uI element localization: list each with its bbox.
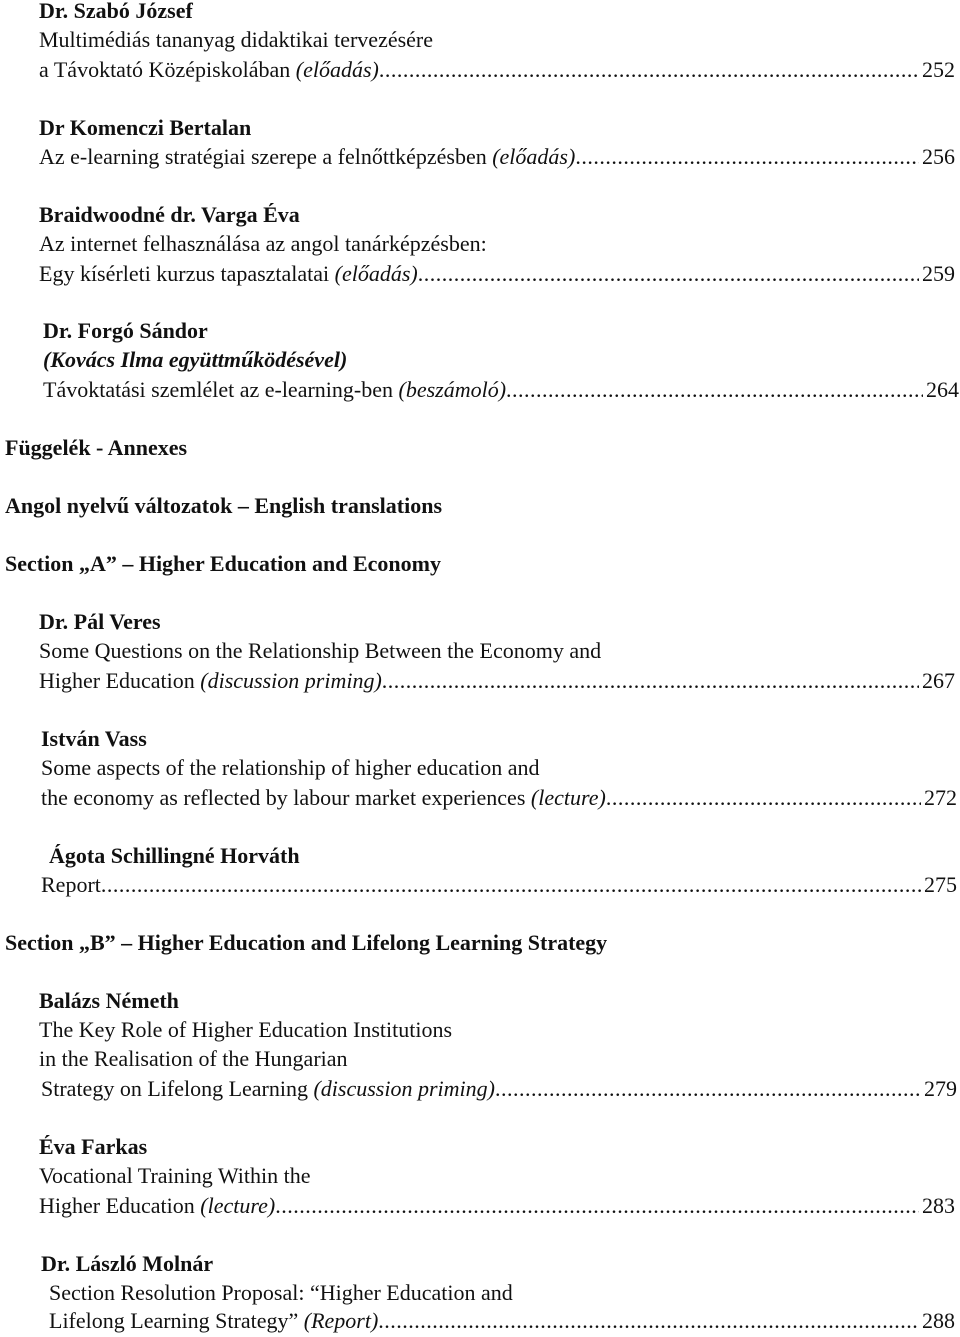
entry-title-line: Az internet felhasználása az angol tanárképzésben: — [39, 231, 487, 256]
toc-entry-line[interactable] — [41, 783, 957, 813]
page-number: 288 — [922, 1308, 955, 1333]
dot-leader — [378, 1306, 919, 1336]
entry-title-line: Az e-learning stratégiai szerepe a felnőttképzésben — [39, 144, 493, 169]
entry-author: Dr. Pál Veres — [39, 609, 161, 634]
toc-entry-line[interactable] — [39, 142, 955, 172]
entry-author: Dr Komenczi Bertalan — [39, 115, 252, 140]
entry-title-line: The Key Role of Higher Education Institutions — [39, 1017, 453, 1042]
dot-leader — [275, 1191, 919, 1221]
toc-entry-line[interactable] — [41, 1074, 957, 1104]
entry-title-line: Section Resolution Proposal: “Higher Education and — [49, 1280, 513, 1305]
entry-type: (lecture) — [200, 1193, 276, 1218]
entry-type: (beszámoló) — [398, 377, 507, 402]
entry-title-line: Távoktatási szemlélet az e-learning-ben — [43, 377, 399, 402]
entry-author: Ágota Schillingné Horváth — [49, 843, 300, 868]
dot-leader — [506, 375, 923, 405]
toc-entry-line[interactable] — [49, 1306, 955, 1336]
page-number: 275 — [924, 872, 957, 897]
entry-type: (előadás) — [492, 144, 576, 169]
page-number: 283 — [922, 1193, 955, 1218]
appendix-heading: Függelék - Annexes — [5, 435, 188, 460]
page-number: 259 — [922, 261, 955, 286]
entry-title-line: Lifelong Learning Strategy” — [49, 1308, 304, 1333]
page-number: 279 — [924, 1076, 957, 1101]
dot-leader — [606, 783, 921, 813]
entry-type: (előadás) — [334, 261, 418, 286]
dot-leader — [101, 870, 921, 900]
entry-title-line: Egy kísérleti kurzus tapasztalatai — [39, 261, 335, 286]
entry-title-line: in the Realisation of the Hungarian — [39, 1046, 348, 1071]
dot-leader — [382, 666, 919, 696]
translations-heading: Angol nyelvű változatok – English translations — [5, 493, 443, 518]
entry-coauthor: (Kovács Ilma együttműködésével) — [43, 347, 348, 372]
entry-title-line: Higher Education — [39, 1193, 201, 1218]
page-number: 272 — [924, 785, 957, 810]
entry-author: István Vass — [41, 726, 147, 751]
toc-entry-line[interactable] — [43, 375, 959, 405]
section-a-heading: Section „A” – Higher Education and Economy — [5, 551, 441, 576]
entry-title-line: Higher Education — [39, 668, 201, 693]
page-number: 252 — [922, 57, 955, 82]
toc-entry-line[interactable] — [39, 1191, 955, 1221]
dot-leader — [418, 259, 919, 289]
entry-author: Braidwoodné dr. Varga Éva — [39, 202, 300, 227]
entry-author: Dr. László Molnár — [41, 1251, 214, 1276]
entry-author: Dr. Forgó Sándor — [43, 318, 208, 343]
dot-leader — [379, 55, 919, 85]
entry-type: (discussion priming) — [313, 1076, 495, 1101]
toc-entry-line[interactable] — [39, 55, 955, 85]
entry-type: (lecture) — [530, 785, 606, 810]
entry-author: Balázs Németh — [39, 988, 179, 1013]
toc-entry-line[interactable] — [39, 666, 955, 696]
entry-author: Dr. Szabó József — [39, 0, 193, 23]
dot-leader — [575, 142, 919, 172]
entry-type: (discussion priming) — [200, 668, 382, 693]
page-number: 256 — [922, 144, 955, 169]
entry-type: (Report) — [303, 1308, 379, 1333]
page-number: 264 — [926, 377, 959, 402]
entry-title-line: Multimédiás tananyag didaktikai tervezésére — [39, 27, 434, 52]
page-number: 267 — [922, 668, 955, 693]
entry-title-line: Some aspects of the relationship of higher education and — [41, 755, 540, 780]
entry-title-line: Report — [41, 872, 101, 897]
entry-title-line: Vocational Training Within the — [39, 1163, 311, 1188]
toc-entry-line[interactable] — [41, 870, 957, 900]
entry-title-line: the economy as reflected by labour market experiences — [41, 785, 531, 810]
entry-title-line: Some Questions on the Relationship Between the Economy and — [39, 638, 602, 663]
entry-author: Éva Farkas — [39, 1134, 148, 1159]
entry-title-line: Strategy on Lifelong Learning — [41, 1076, 314, 1101]
dot-leader — [495, 1074, 921, 1104]
toc-entry-line[interactable] — [39, 259, 955, 289]
section-b-heading: Section „B” – Higher Education and Lifelong Learning Strategy — [5, 930, 608, 955]
entry-title-line: a Távoktató Középiskolában — [39, 57, 296, 82]
entry-type: (előadás) — [295, 57, 379, 82]
